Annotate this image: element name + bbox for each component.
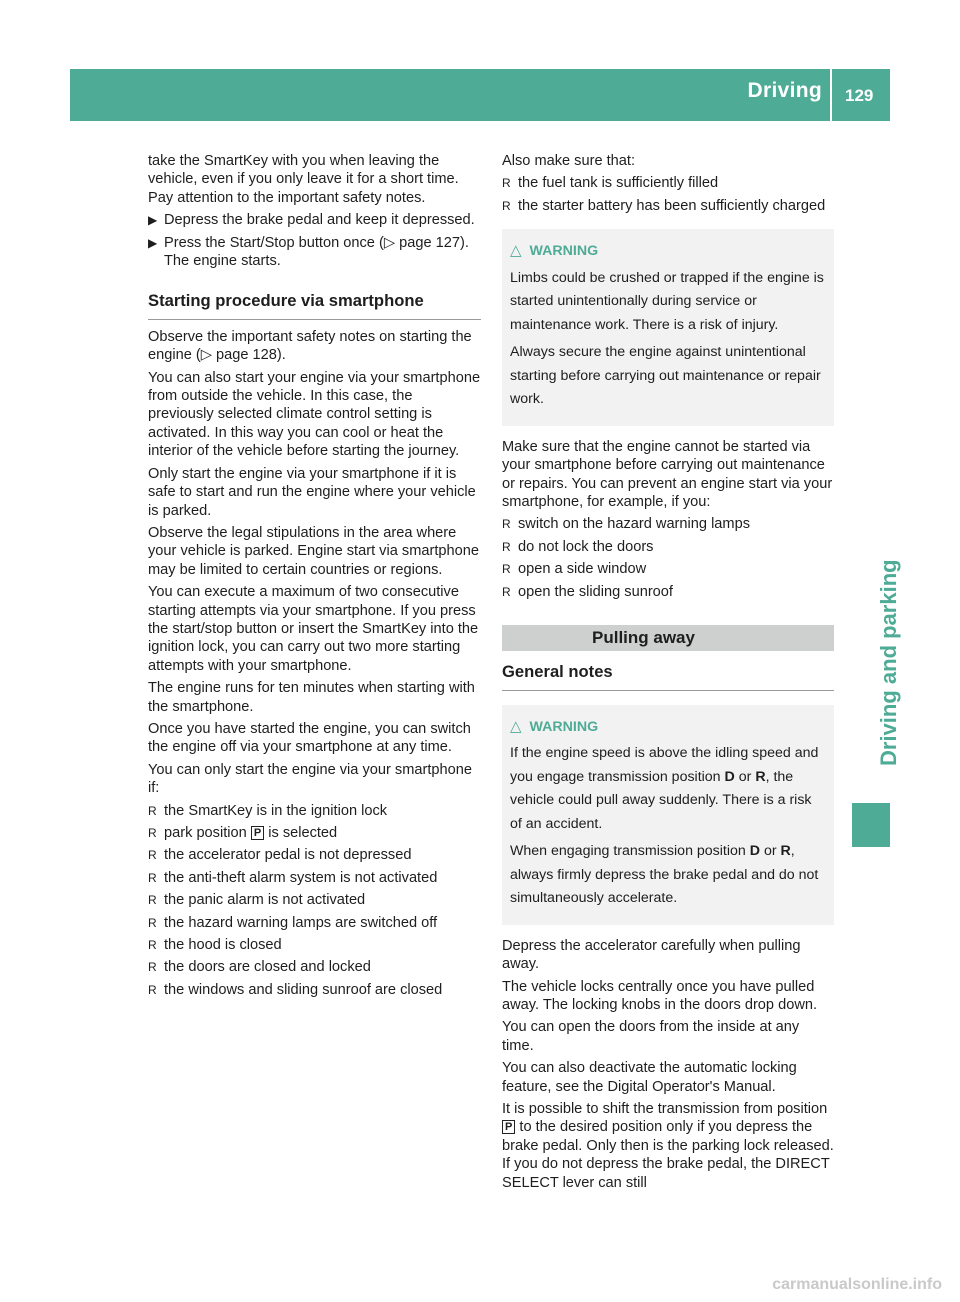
park-position-icon: P — [502, 1120, 515, 1134]
paragraph: You can open the doors from the inside at any time. — [502, 1019, 800, 1054]
list-item: R the starter battery has been sufficiently charged — [502, 197, 826, 214]
list-item: R the SmartKey is in the ignition lock — [148, 802, 388, 819]
warning-text: Limbs could be crushed or trapped if the engine is started unintentionally during service or maintenance work. There is a risk of injury. — [510, 269, 824, 333]
list-item: R the fuel tank is sufficiently filled — [502, 175, 719, 192]
warning-triangle-icon: △ — [510, 242, 522, 260]
list-item: R switch on the hazard warning lamps — [502, 516, 750, 533]
bullet-icon: R — [148, 915, 157, 930]
bullet-icon: R — [502, 198, 511, 213]
paragraph: You can also start your engine via your smartphone from outside the vehicle. In this case, the previously selected climate control setting is activated. In this way you can cool or heat the interior of the vehicle before starting the journey. — [148, 369, 481, 460]
step-arrow-icon: ▶ — [148, 235, 158, 250]
left-column — [148, 152, 481, 1003]
list-item: R the accelerator pedal is not depressed — [148, 847, 412, 864]
bullet-icon: R — [148, 982, 157, 997]
bullet-icon: R — [148, 960, 157, 975]
warning-header: △ WARNING — [510, 715, 826, 740]
header-page-number: 129 — [845, 86, 874, 105]
subsection-heading: General notes — [502, 663, 834, 690]
header-divider — [830, 69, 832, 121]
bullet-icon: R — [148, 803, 157, 818]
bullet-icon: R — [502, 176, 511, 191]
paragraph: Observe the legal stipulations in the area where your vehicle is parked. Engine start via smartphone may be limited to certain countries or regions. — [148, 524, 479, 578]
paragraph: Also make sure that: — [502, 153, 636, 169]
list-item: R the hazard warning lamps are switched off — [148, 914, 438, 931]
list-item: R open the sliding sunroof — [502, 583, 673, 600]
intro-paragraph: take the SmartKey with you when leaving the vehicle, even if you only leave it for a short time. Pay attention to the important safety notes. — [148, 153, 459, 206]
warning-triangle-icon: △ — [510, 717, 522, 735]
section-banner: Pulling away — [502, 625, 834, 651]
paragraph: Once you have started the engine, you can switch the engine off via your smartphone at any time. — [148, 720, 471, 756]
side-tab-label: Driving and parking — [876, 559, 901, 766]
step-arrow-icon: ▶ — [148, 213, 158, 228]
paragraph: The vehicle locks centrally once you have pulled away. The locking knobs in the doors drop down. — [502, 978, 818, 1013]
bullet-icon: R — [148, 848, 157, 863]
paragraph: You can execute a maximum of two consecutive starting attempts via your smartphone. If you press the start/stop button or insert the SmartKey into the ignition lock, you can carry out two more starting attempts with your smartphone. — [148, 584, 479, 674]
list-item: R the doors are closed and locked — [148, 959, 371, 976]
bullet-icon: R — [148, 870, 157, 885]
step-result: The engine starts. — [164, 253, 281, 270]
list-item: R the hood is closed — [148, 937, 282, 954]
paragraph: You can also deactivate the automatic locking feature, see the Digital Operator's Manual. — [502, 1060, 797, 1095]
paragraph: Only start the engine via your smartphone if it is safe to start and run the engine where your vehicle is parked. — [148, 465, 476, 519]
step-item: ▶ Press the Start/Stop button once (▷ page 127). — [148, 234, 469, 251]
section-heading: Starting procedure via smartphone — [148, 292, 481, 319]
list-item: R the windows and sliding sunroof are closed — [148, 981, 443, 998]
list-item: R the panic alarm is not activated — [148, 892, 366, 909]
bullet-icon: R — [148, 893, 157, 908]
warning-box — [502, 705, 834, 925]
bullet-icon: R — [502, 517, 511, 532]
paragraph: Make sure that the engine cannot be started via your smartphone before carrying out maintenance or repairs. You can prevent an engine start via your smartphone, for example, if you: — [502, 438, 833, 510]
warning-box — [502, 229, 834, 426]
warning-header: △ WARNING — [510, 239, 826, 264]
warning-text: If the engine speed is above the idling speed and you engage transmission position D or R, the vehicle could pull away suddenly. There is a risk of an accident. — [510, 745, 819, 832]
bullet-icon: R — [502, 539, 511, 554]
side-tab-marker — [852, 803, 890, 847]
paragraph: Depress the accelerator carefully when pulling away. — [502, 937, 801, 973]
warning-text: When engaging transmission position D or R, always firmly depress the brake pedal and do not simultaneously accelerate. — [510, 843, 819, 907]
header-section-title: Driving — [747, 79, 822, 102]
paragraph: Observe the important safety notes on starting the engine (▷ page 128). — [148, 328, 472, 364]
side-tab — [852, 470, 901, 770]
right-column — [502, 152, 834, 1196]
list-item: R the anti-theft alarm system is not activated — [148, 869, 438, 886]
footer-watermark: carmanualsonline.info — [772, 1276, 942, 1293]
bullet-icon: R — [148, 938, 157, 953]
bullet-icon: R — [148, 826, 157, 840]
bullet-icon: R — [502, 584, 511, 599]
step-item: ▶ Depress the brake pedal and keep it depressed. — [148, 212, 475, 229]
paragraph: The engine runs for ten minutes when starting with the smartphone. — [148, 680, 475, 715]
paragraph: You can only start the engine via your smartphone if: — [148, 761, 472, 797]
bullet-icon: R — [502, 562, 511, 577]
list-item: R park position P is selected — [148, 825, 338, 841]
park-position-icon: P — [251, 826, 264, 840]
paragraph: It is possible to shift the transmission from position P to the desired position only if you depress the brake pedal. Only then is the parking lock released. If you do not depress the brake pedal, the DIRECT SELECT lever can still — [502, 1101, 834, 1191]
list-item: R open a side window — [502, 561, 647, 578]
warning-text: Always secure the engine against unintentional starting before carrying out maintenance or repair work. — [510, 344, 821, 408]
list-item: R do not lock the doors — [502, 538, 654, 555]
